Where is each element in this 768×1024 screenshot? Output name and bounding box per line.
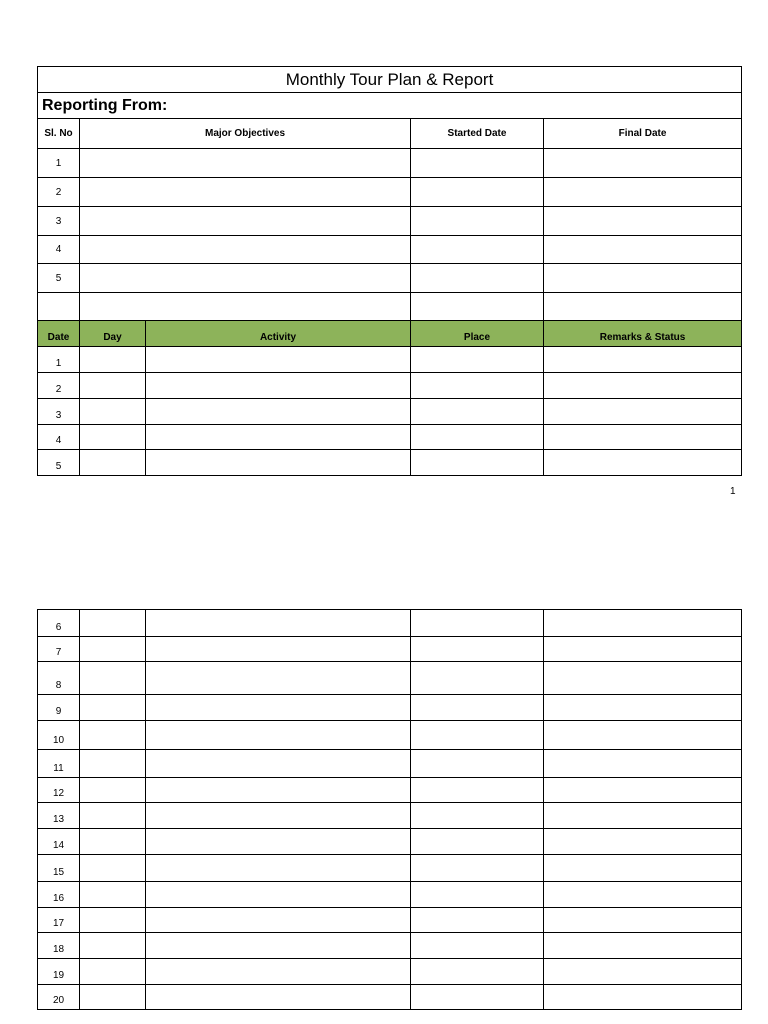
day-cell[interactable] (80, 662, 146, 695)
activity-cell[interactable] (146, 750, 411, 778)
activity-row (38, 829, 742, 855)
activity-row (38, 662, 742, 695)
remarks-cell[interactable] (544, 399, 742, 425)
activity-date: 13 (38, 803, 80, 829)
remarks-cell[interactable] (544, 750, 742, 778)
day-cell[interactable] (80, 695, 146, 721)
activity-date: 17 (38, 908, 80, 933)
remarks-status-header: Remarks & Status (544, 321, 742, 347)
activity-cell[interactable] (146, 695, 411, 721)
activity-cell[interactable] (146, 721, 411, 750)
activity-cell[interactable] (146, 908, 411, 933)
activity-cell[interactable] (146, 373, 411, 399)
activity-cell[interactable] (146, 637, 411, 662)
day-cell[interactable] (80, 855, 146, 882)
day-cell[interactable] (80, 778, 146, 803)
day-cell[interactable] (80, 959, 146, 985)
activity-cell[interactable] (146, 985, 411, 1010)
activity-date: 4 (38, 425, 80, 450)
objective-row (38, 236, 742, 264)
objective-sl-no: 3 (38, 207, 80, 236)
objective-row (38, 149, 742, 178)
remarks-cell[interactable] (544, 347, 742, 373)
remarks-cell[interactable] (544, 610, 742, 637)
activity-date: 7 (38, 637, 80, 662)
sl-no-header: Sl. No (38, 119, 80, 149)
activity-cell[interactable] (146, 662, 411, 695)
objective-row (38, 264, 742, 293)
place-cell[interactable] (411, 373, 544, 399)
started-date-cell[interactable] (411, 207, 544, 236)
remarks-cell[interactable] (544, 778, 742, 803)
remarks-cell[interactable] (544, 450, 742, 476)
remarks-cell[interactable] (544, 882, 742, 908)
activity-date: 5 (38, 450, 80, 476)
started-date-cell[interactable] (411, 293, 544, 321)
day-cell[interactable] (80, 637, 146, 662)
objective-sl-no: 2 (38, 178, 80, 207)
place-cell[interactable] (411, 637, 544, 662)
final-date-cell[interactable] (544, 178, 742, 207)
remarks-cell[interactable] (544, 908, 742, 933)
activity-date: 14 (38, 829, 80, 855)
activity-row (38, 399, 742, 425)
activity-row (38, 695, 742, 721)
day-cell[interactable] (80, 908, 146, 933)
started-date-cell[interactable] (411, 149, 544, 178)
activity-date: 2 (38, 373, 80, 399)
activity-date: 9 (38, 695, 80, 721)
activity-cell[interactable] (146, 347, 411, 373)
final-date-cell[interactable] (544, 236, 742, 264)
place-cell[interactable] (411, 803, 544, 829)
place-cell[interactable] (411, 778, 544, 803)
objective-cell[interactable] (80, 264, 411, 293)
activity-cell[interactable] (146, 933, 411, 959)
final-date-header: Final Date (544, 119, 742, 149)
activity-date: 12 (38, 778, 80, 803)
final-date-cell[interactable] (544, 293, 742, 321)
place-cell[interactable] (411, 399, 544, 425)
started-date-header: Started Date (411, 119, 544, 149)
objective-cell[interactable] (80, 207, 411, 236)
place-cell[interactable] (411, 908, 544, 933)
activity-row (38, 425, 742, 450)
page-number: 1 (730, 486, 736, 497)
activity-cell[interactable] (146, 959, 411, 985)
remarks-cell[interactable] (544, 637, 742, 662)
day-cell[interactable] (80, 610, 146, 637)
place-cell[interactable] (411, 721, 544, 750)
day-cell[interactable] (80, 829, 146, 855)
reporting-from-label[interactable]: Reporting From: (38, 93, 742, 119)
place-cell[interactable] (411, 425, 544, 450)
activity-date: 11 (38, 750, 80, 778)
activity-date: 19 (38, 959, 80, 985)
objective-cell[interactable] (80, 293, 411, 321)
place-cell[interactable] (411, 610, 544, 637)
activity-cell[interactable] (146, 425, 411, 450)
activity-date: 16 (38, 882, 80, 908)
started-date-cell[interactable] (411, 264, 544, 293)
day-cell[interactable] (80, 450, 146, 476)
activity-row (38, 855, 742, 882)
activity-date: 8 (38, 662, 80, 695)
activity-date: 20 (38, 985, 80, 1010)
activity-cell[interactable] (146, 855, 411, 882)
objective-sl-no: 1 (38, 149, 80, 178)
remarks-cell[interactable] (544, 373, 742, 399)
remarks-cell[interactable] (544, 985, 742, 1010)
activity-header: Activity (146, 321, 411, 347)
activity-date: 6 (38, 610, 80, 637)
activity-row (38, 610, 742, 637)
activity-row (38, 985, 742, 1010)
final-date-cell[interactable] (544, 149, 742, 178)
remarks-cell[interactable] (544, 855, 742, 882)
place-cell[interactable] (411, 662, 544, 695)
place-cell[interactable] (411, 985, 544, 1010)
place-cell[interactable] (411, 750, 544, 778)
activity-cell[interactable] (146, 610, 411, 637)
place-cell[interactable] (411, 933, 544, 959)
day-cell[interactable] (80, 750, 146, 778)
date-header: Date (38, 321, 80, 347)
objective-sl-no (38, 293, 80, 321)
remarks-cell[interactable] (544, 829, 742, 855)
place-cell[interactable] (411, 829, 544, 855)
objective-cell[interactable] (80, 149, 411, 178)
objective-sl-no: 5 (38, 264, 80, 293)
remarks-cell[interactable] (544, 721, 742, 750)
activity-cell[interactable] (146, 882, 411, 908)
activity-continuation-table (37, 609, 742, 1010)
day-cell[interactable] (80, 933, 146, 959)
objective-sl-no: 4 (38, 236, 80, 264)
activity-row (38, 373, 742, 399)
day-cell[interactable] (80, 985, 146, 1010)
objectives-header-row (38, 119, 742, 149)
activity-row (38, 637, 742, 662)
activity-date: 3 (38, 399, 80, 425)
activity-row (38, 750, 742, 778)
activity-row (38, 778, 742, 803)
activity-date: 10 (38, 721, 80, 750)
activity-date: 1 (38, 347, 80, 373)
activity-cell[interactable] (146, 399, 411, 425)
activity-cell[interactable] (146, 778, 411, 803)
place-cell[interactable] (411, 855, 544, 882)
place-cell[interactable] (411, 882, 544, 908)
remarks-cell[interactable] (544, 695, 742, 721)
objective-row (38, 293, 742, 321)
day-cell[interactable] (80, 882, 146, 908)
place-cell[interactable] (411, 450, 544, 476)
remarks-cell[interactable] (544, 803, 742, 829)
activity-row (38, 959, 742, 985)
activity-date: 15 (38, 855, 80, 882)
remarks-cell[interactable] (544, 933, 742, 959)
activity-cell[interactable] (146, 829, 411, 855)
objective-row (38, 178, 742, 207)
objective-cell[interactable] (80, 178, 411, 207)
place-cell[interactable] (411, 347, 544, 373)
final-date-cell[interactable] (544, 264, 742, 293)
activity-row (38, 882, 742, 908)
final-date-cell[interactable] (544, 207, 742, 236)
day-header: Day (80, 321, 146, 347)
place-header: Place (411, 321, 544, 347)
remarks-cell[interactable] (544, 662, 742, 695)
day-cell[interactable] (80, 399, 146, 425)
activity-row (38, 933, 742, 959)
activity-row (38, 721, 742, 750)
activity-cell[interactable] (146, 450, 411, 476)
activity-row (38, 908, 742, 933)
started-date-cell[interactable] (411, 178, 544, 207)
page-title: Monthly Tour Plan & Report (38, 67, 742, 93)
place-cell[interactable] (411, 695, 544, 721)
tour-plan-table (37, 66, 742, 476)
day-cell[interactable] (80, 425, 146, 450)
started-date-cell[interactable] (411, 236, 544, 264)
major-objectives-header: Major Objectives (80, 119, 411, 149)
activity-row (38, 803, 742, 829)
remarks-cell[interactable] (544, 959, 742, 985)
day-cell[interactable] (80, 373, 146, 399)
activity-date: 18 (38, 933, 80, 959)
activity-header-row (38, 321, 742, 347)
activity-row (38, 450, 742, 476)
place-cell[interactable] (411, 959, 544, 985)
remarks-cell[interactable] (544, 425, 742, 450)
activity-cell[interactable] (146, 803, 411, 829)
objective-cell[interactable] (80, 236, 411, 264)
objective-row (38, 207, 742, 236)
day-cell[interactable] (80, 721, 146, 750)
activity-row (38, 347, 742, 373)
day-cell[interactable] (80, 803, 146, 829)
day-cell[interactable] (80, 347, 146, 373)
